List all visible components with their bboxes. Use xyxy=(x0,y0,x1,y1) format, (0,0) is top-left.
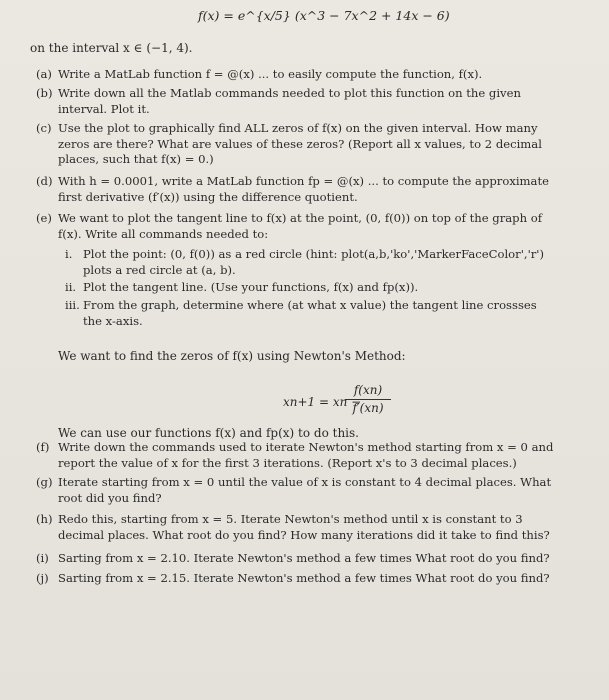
part-text: Write down all the Matlab commands needed to plot this function on the given interval. Plot it. xyxy=(58,86,521,116)
newton-intro: We want to find the zeros of f(x) using Newton's Method: xyxy=(58,349,406,363)
subpart-text: Plot the tangent line. (Use your functions, f(x) and fp(x)). xyxy=(83,280,419,294)
formula-lhs: xn+1 = xn − xyxy=(283,395,362,409)
part-label: (a) xyxy=(36,67,52,81)
part-label: (f) xyxy=(36,440,50,454)
function-definition: f(x) = e^{x/5} (x^3 − 7x^2 + 14x − 6) xyxy=(198,8,450,23)
part-label: (h) xyxy=(36,512,53,526)
part-text: Use the plot to graphically find ALL zeros of f(x) on the given interval. How many zeros are there? What are values of these zeros? (Report all x values, to 2 decimal places, such that f(x) = 0.) xyxy=(58,121,542,166)
newton-formula xyxy=(283,383,483,423)
part-text: With h = 0.0001, write a MatLab function fp = @(x) ... to compute the approximate first derivative (f′(x)) using the difference quotient. xyxy=(58,174,549,204)
subpart-label: i. xyxy=(65,247,73,261)
part-text: Write down the commands used to iterate Newton's method starting from x = 0 and report the value of x for the first 3 iterations. (Report x's to 3 decimal places.) xyxy=(58,440,554,470)
part-label: (i) xyxy=(36,551,49,565)
interval-text: on the interval x ∈ (−1, 4). xyxy=(30,41,193,55)
formula-fraction xyxy=(345,383,391,415)
part-text: Redo this, starting from x = 5. Iterate Newton's method until x is constant to 3 decimal places. What root do you find? How many iterations did it take to find this? xyxy=(58,512,550,542)
part-text: Write a MatLab function f = @(x) ... to easily compute the function, f(x). xyxy=(58,67,483,81)
subpart-label: ii. xyxy=(65,280,77,294)
part-label: (e) xyxy=(36,211,52,225)
subpart-text: From the graph, determine where (at what x value) the tangent line crossses the x-axis. xyxy=(83,298,537,328)
part-text: Iterate starting from x = 0 until the value of x is constant to 4 decimal places. What root did you find? xyxy=(58,475,552,505)
part-label: (b) xyxy=(36,86,53,100)
formula-denominator: f′(xn) xyxy=(352,401,384,415)
subpart-text: Plot the point: (0, f(0)) as a red circle (hint: plot(a,b,'ko','MarkerFaceColor','r') plots a red circle at (a, b). xyxy=(83,247,545,277)
part-label: (g) xyxy=(36,475,53,489)
newton-note: We can use our functions f(x) and fp(x) to do this. xyxy=(58,426,359,440)
subpart-label: iii. xyxy=(65,298,80,312)
part-text: We want to plot the tangent line to f(x) at the point, (0, f(0)) on top of the graph of f(x). Write all commands needed to: xyxy=(58,211,543,241)
part-label: (d) xyxy=(36,174,53,188)
part-label: (c) xyxy=(36,121,52,135)
part-text: Sarting from x = 2.15. Iterate Newton's method a few times What root do you find? xyxy=(58,571,550,585)
formula-numerator: f(xn) xyxy=(345,383,391,400)
part-text: Sarting from x = 2.10. Iterate Newton's method a few times What root do you find? xyxy=(58,551,550,565)
part-label: (j) xyxy=(36,571,49,585)
